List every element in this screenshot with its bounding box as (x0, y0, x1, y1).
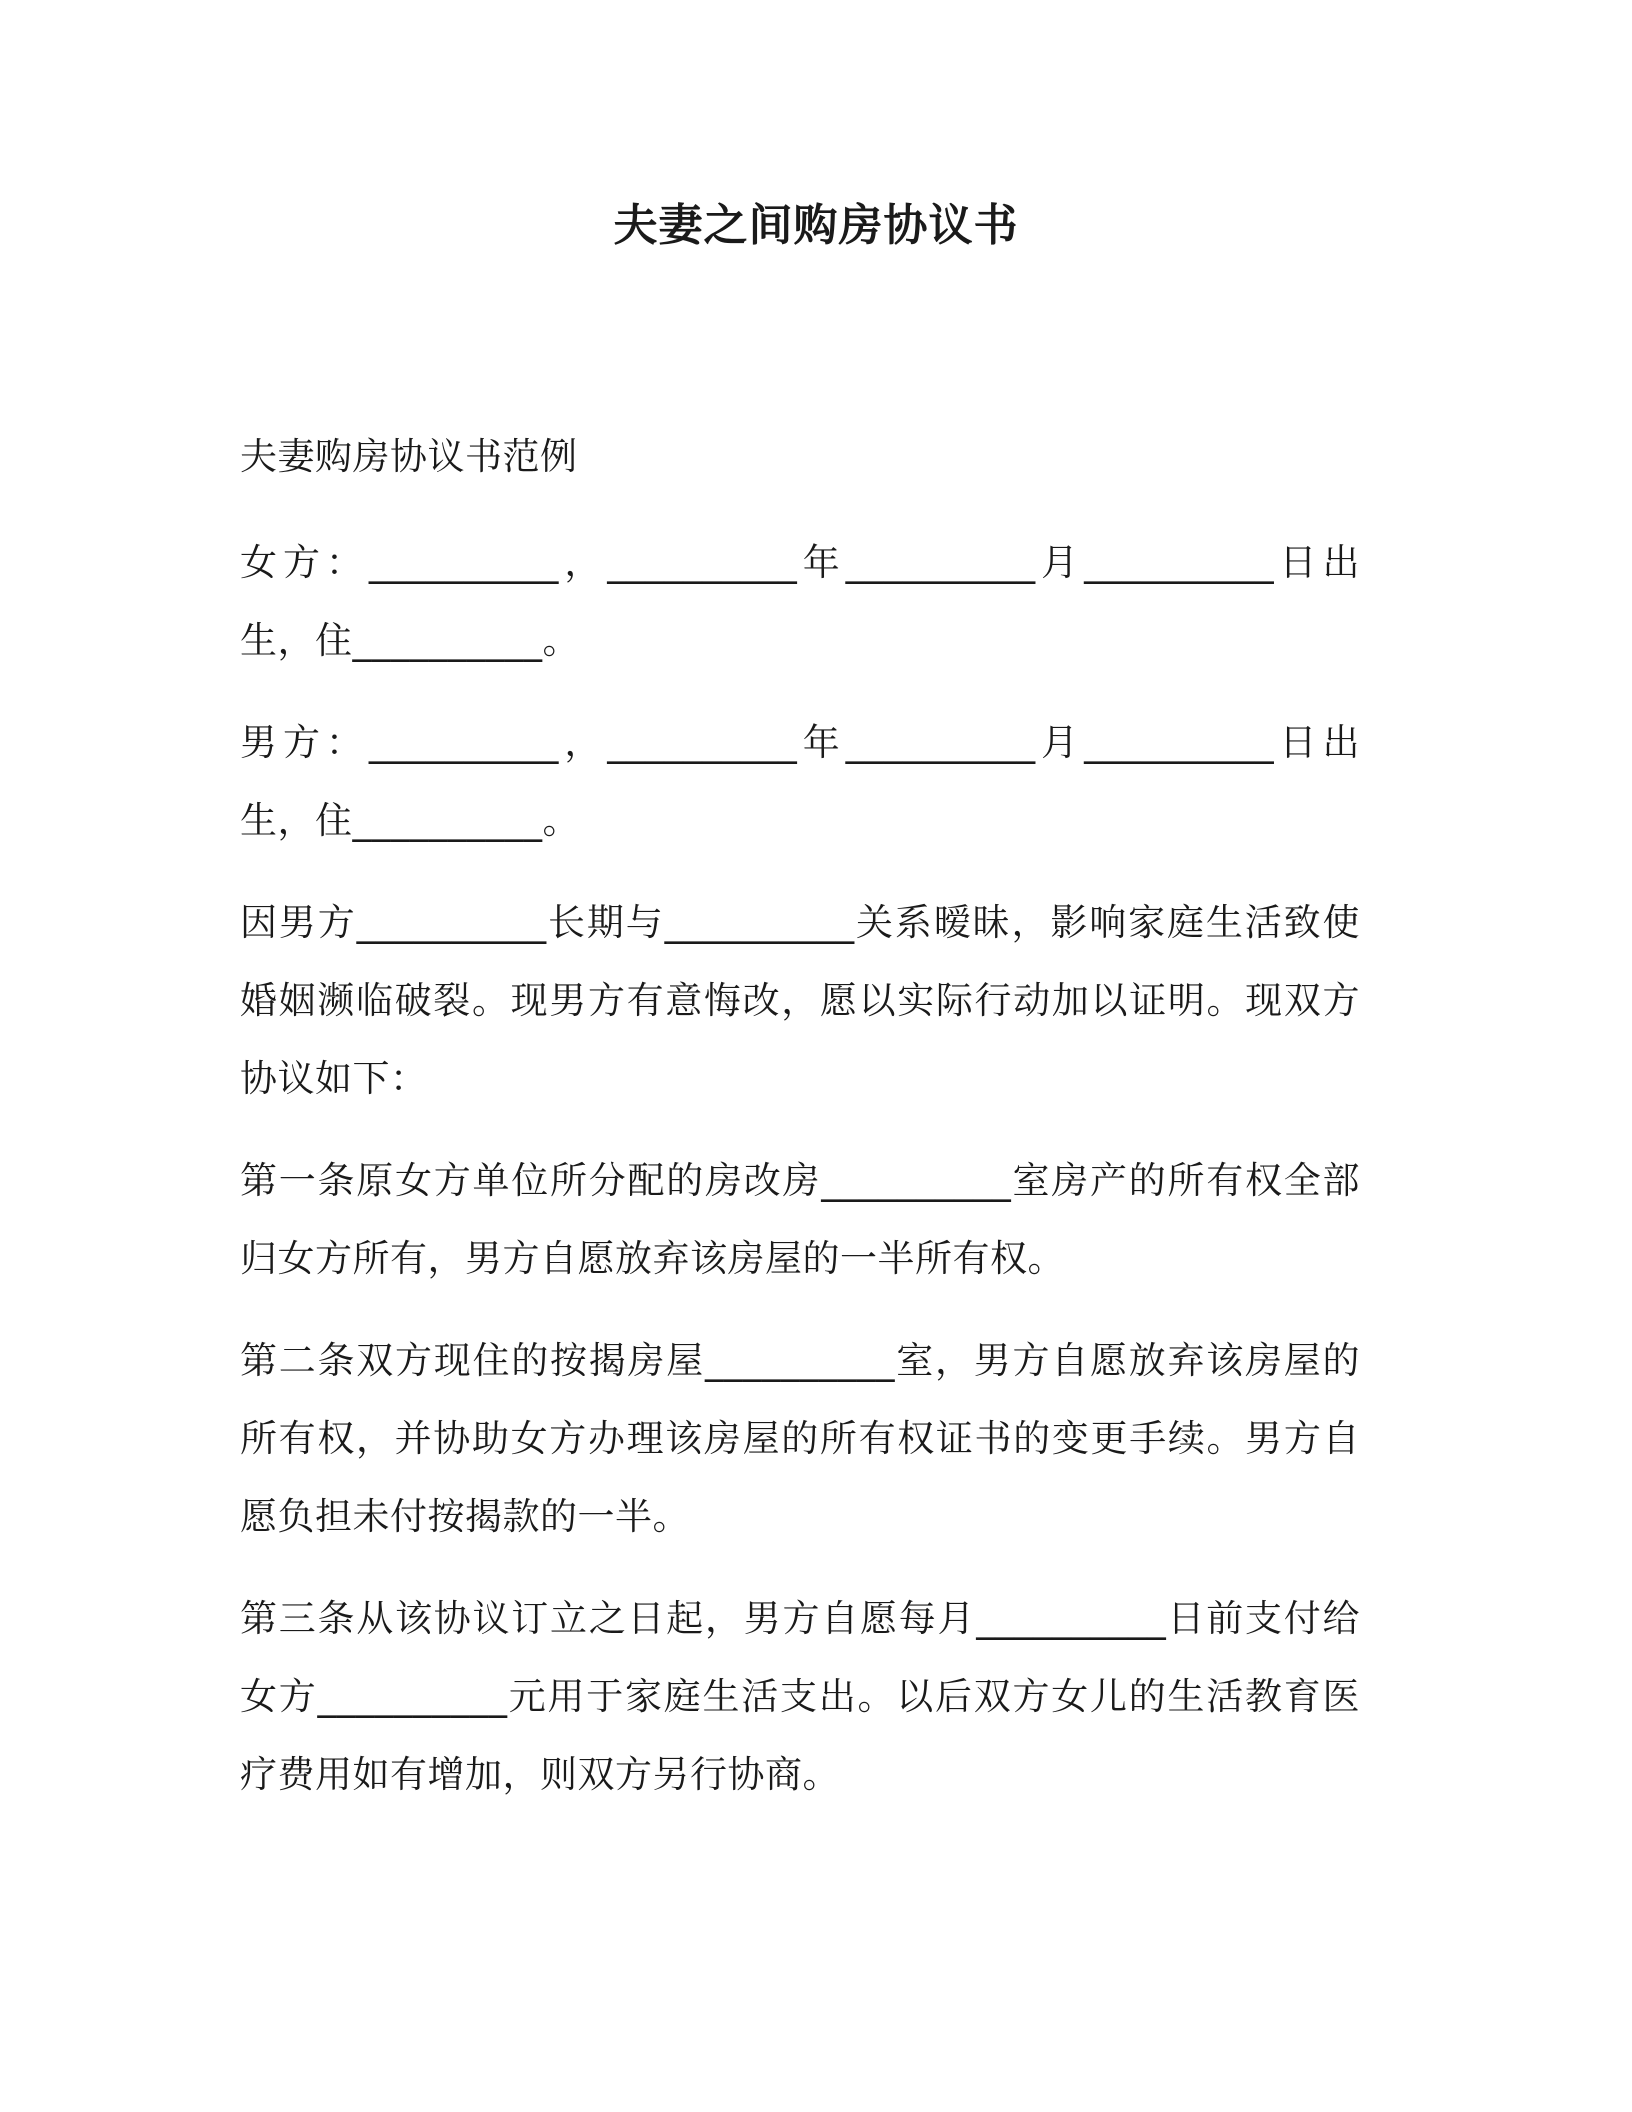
party-male-paragraph: 男方：__________，__________年__________月__________日出生，住__________。 (240, 721, 1360, 842)
article-2-paragraph: 第二条双方现住的按揭房屋__________室，男方自愿放弃该房屋的所有权，并协助女方办理该房屋的所有权证书的变更手续。男方自愿负担未付按揭款的一半。 (240, 1339, 1360, 1538)
document-subtitle: 夫妻购房协议书范例 (240, 435, 578, 478)
document-body (240, 418, 1360, 1838)
background-paragraph: 因男方__________长期与__________关系暧昧，影响家庭生活致使婚姻濒临破裂。现男方有意悔改，愿以实际行动加以证明。现双方协议如下： (240, 901, 1360, 1100)
article-3-paragraph: 第三条从该协议订立之日起，男方自愿每月__________日前支付给女方__________元用于家庭生活支出。以后双方女儿的生活教育医疗费用如有增加，则双方另行协商。 (240, 1597, 1360, 1796)
document-title: 夫妻之间购房协议书 (613, 200, 1019, 251)
article-1-paragraph: 第一条原女方单位所分配的房改房__________室房产的所有权全部归女方所有，男方自愿放弃该房屋的一半所有权。 (240, 1159, 1360, 1280)
party-female-paragraph: 女方：__________，__________年__________月__________日出生，住__________。 (240, 541, 1360, 662)
